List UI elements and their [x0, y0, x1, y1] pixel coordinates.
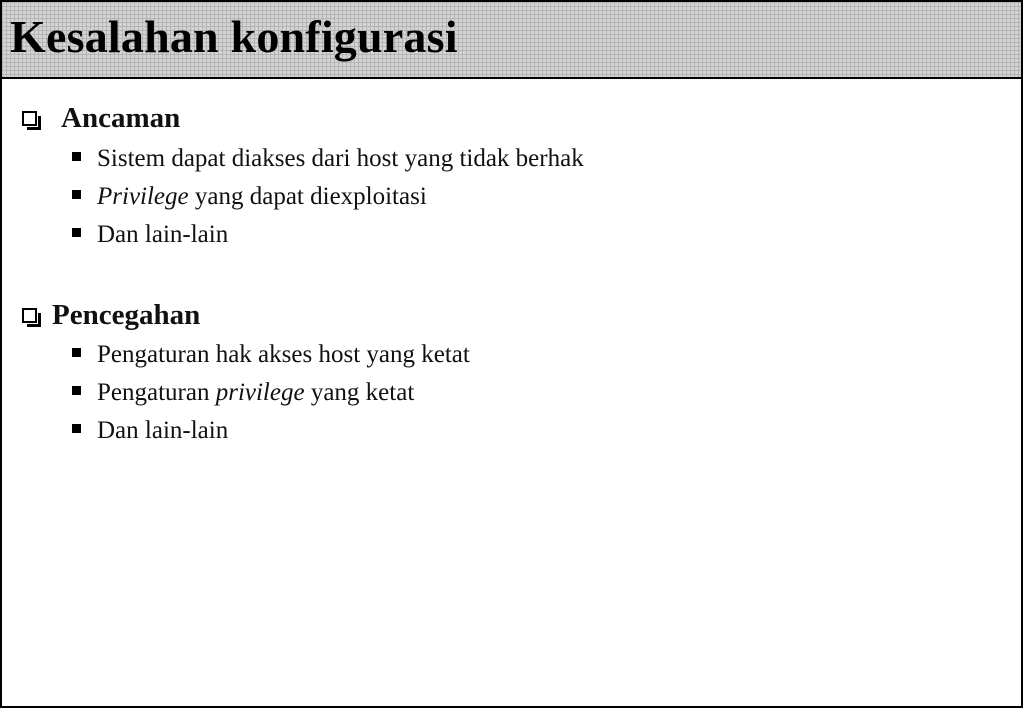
list-item: [72, 412, 470, 450]
section-heading-pencegahan: [22, 301, 200, 330]
list-item: [72, 140, 584, 178]
list-item-text: Sistem dapat diakses dari host yang tidak berhak: [97, 145, 584, 172]
checkbox-bullet-icon: [22, 111, 37, 126]
section-heading-text: Ancaman: [61, 102, 181, 134]
list-item: [72, 216, 584, 254]
section-heading-text: Pencegahan: [52, 299, 201, 331]
slide-title: Kesalahan konfigurasi: [10, 11, 458, 62]
square-bullet-icon: [72, 228, 81, 237]
list-item-text: Pengaturan hak akses host yang ketat: [97, 341, 470, 368]
square-bullet-icon: [72, 190, 81, 199]
list-item-text: Pengaturan privilege yang ketat: [97, 379, 415, 406]
square-bullet-icon: [72, 348, 81, 357]
square-bullet-icon: [72, 424, 81, 433]
list-item-text: Dan lain-lain: [97, 221, 229, 248]
checkbox-bullet-icon: [22, 308, 37, 323]
list-item: [72, 374, 470, 412]
bullet-list-ancaman: [72, 140, 584, 254]
list-item: [72, 178, 584, 216]
square-bullet-icon: [72, 386, 81, 395]
section-heading-ancaman: [22, 104, 180, 133]
list-item-text: Dan lain-lain: [97, 417, 229, 444]
title-bar: [2, 2, 1021, 79]
square-bullet-icon: [72, 152, 81, 161]
list-item-text: Privilege yang dapat diexploitasi: [97, 183, 427, 210]
bullet-list-pencegahan: [72, 336, 470, 450]
list-item: [72, 336, 470, 374]
